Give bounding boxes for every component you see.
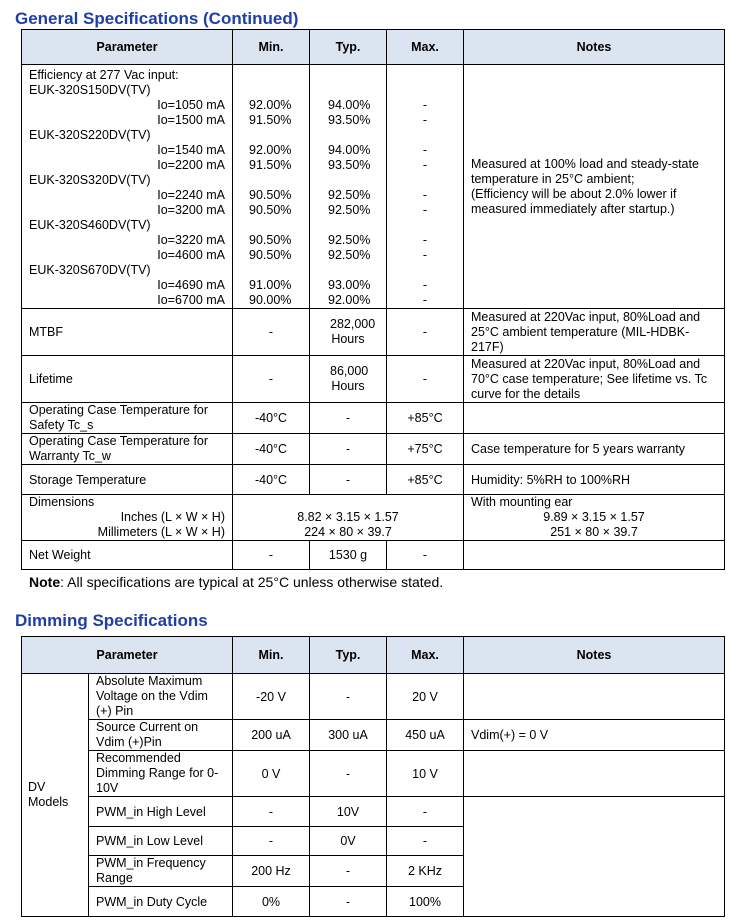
efficiency-max-14: - (422, 293, 428, 307)
dimming-notes-2 (464, 751, 725, 797)
mtbf-notes: Measured at 220Vac input, 80%Load and 25°C ambient temperature (MIL-HDBK-217F) (464, 309, 725, 356)
dimming-max-5: 2 KHz (387, 856, 464, 887)
efficiency-min-11: 90.50% (249, 248, 292, 262)
op-temp-warranty-min: -40°C (233, 434, 310, 465)
dimming-min-1: 200 uA (233, 720, 310, 751)
efficiency-line-8: Io=3200 mA (157, 203, 225, 217)
dimming-header-max: Max. (387, 637, 464, 674)
dimming-header-notes: Notes (464, 637, 725, 674)
dimming-min-0: -20 V (233, 674, 310, 720)
dimming-row-pwm-high (22, 797, 725, 827)
dimensions-notes-mm: 251 × 80 × 39.7 (550, 525, 638, 539)
dimming-typ-2: - (310, 751, 387, 797)
efficiency-min-cell (233, 65, 310, 309)
lifetime-max: - (387, 356, 464, 403)
efficiency-typ-11: 92.50% (328, 248, 371, 262)
header-max: Max. (387, 30, 464, 65)
net-weight-param: Net Weight (22, 541, 233, 570)
dimensions-notes-inches: 9.89 × 3.15 × 1.57 (543, 510, 645, 524)
efficiency-max-cell (387, 65, 464, 309)
op-temp-safety-min: -40°C (233, 403, 310, 434)
op-temp-safety-max: +85°C (387, 403, 464, 434)
efficiency-max-7: - (422, 188, 428, 202)
lifetime-typ: 86,000 Hours (310, 356, 387, 403)
header-min: Min. (233, 30, 310, 65)
efficiency-max-1: - (422, 98, 428, 112)
efficiency-min-5: 91.50% (249, 158, 292, 172)
op-temp-warranty-typ: - (310, 434, 387, 465)
dimensions-row (22, 495, 725, 541)
op-temp-safety-typ: - (310, 403, 387, 434)
dimming-header-row (22, 637, 725, 674)
efficiency-min-10: 90.50% (249, 233, 292, 247)
dimming-header-typ: Typ. (310, 637, 387, 674)
efficiency-line-11: Io=4600 mA (157, 248, 225, 262)
dimensions-mm: 224 × 80 × 39.7 (304, 525, 392, 539)
op-temp-warranty-max: +75°C (387, 434, 464, 465)
dimming-max-0: 20 V (387, 674, 464, 720)
storage-temp-max: +85°C (387, 465, 464, 495)
net-weight-typ: 1530 g (310, 541, 387, 570)
dimming-min-4: - (233, 827, 310, 856)
efficiency-line-10: Io=3220 mA (157, 233, 225, 247)
efficiency-param-cell (22, 65, 233, 309)
efficiency-line-9: EUK-320S460DV(TV) (29, 218, 151, 232)
efficiency-line-3: EUK-320S220DV(TV) (29, 128, 151, 142)
dimming-max-1: 450 uA (387, 720, 464, 751)
op-temp-safety-notes (464, 403, 725, 434)
efficiency-note-1: temperature in 25°C ambient; (471, 171, 635, 186)
mtbf-max: - (387, 309, 464, 356)
dimensions-notes-label: With mounting ear (471, 495, 573, 509)
dimming-notes-1: Vdim(+) = 0 V (464, 720, 725, 751)
efficiency-typ-cell (310, 65, 387, 309)
dimensions-inches-label: Inches (L × W × H) (120, 510, 225, 524)
dimming-group-text: DV Models (28, 780, 69, 809)
efficiency-label: Efficiency at 277 Vac input: (29, 68, 179, 82)
dimensions-param-cell (22, 495, 233, 541)
dimming-max-4: - (387, 827, 464, 856)
efficiency-typ-14: 92.00% (328, 293, 371, 307)
dimming-max-6: 100% (387, 887, 464, 917)
mtbf-min: - (233, 309, 310, 356)
efficiency-line-4: Io=1540 mA (157, 143, 225, 157)
efficiency-min-4: 92.00% (249, 143, 292, 157)
efficiency-typ-5: 93.50% (328, 158, 371, 172)
dimming-header-parameter: Parameter (22, 637, 233, 674)
lifetime-min: - (233, 356, 310, 403)
op-temp-safety-param: Operating Case Temperature for Safety Tc_s (22, 403, 233, 434)
dimming-param-6: PWM_in Duty Cycle (89, 887, 233, 917)
dimming-typ-5: - (310, 856, 387, 887)
efficiency-min-1: 92.00% (249, 98, 292, 112)
dimming-typ-3: 10V (310, 797, 387, 827)
efficiency-line-7: Io=2240 mA (157, 188, 225, 202)
header-typ: Typ. (310, 30, 387, 65)
op-temp-safety-row (22, 403, 725, 434)
efficiency-max-8: - (422, 203, 428, 217)
net-weight-max: - (387, 541, 464, 570)
efficiency-line-5: Io=2200 mA (157, 158, 225, 172)
efficiency-line-2: Io=1500 mA (157, 113, 225, 127)
dimming-param-1: Source Current on Vdim (+)Pin (89, 720, 233, 751)
general-header-row (22, 30, 725, 65)
op-temp-warranty-row (22, 434, 725, 465)
efficiency-min-7: 90.50% (249, 188, 292, 202)
dimming-typ-1: 300 uA (310, 720, 387, 751)
dimensions-notes-cell (464, 495, 725, 541)
efficiency-line-12: EUK-320S670DV(TV) (29, 263, 151, 277)
dimming-row-recommended-range (22, 751, 725, 797)
general-specs-title: General Specifications (Continued) (15, 9, 299, 28)
dimming-typ-6: - (310, 887, 387, 917)
dimming-group-label (22, 674, 89, 917)
efficiency-row (22, 65, 725, 309)
efficiency-max-2: - (422, 113, 428, 127)
efficiency-min-14: 90.00% (249, 293, 292, 307)
dimming-specs-title: Dimming Specifications (15, 611, 208, 630)
efficiency-max-13: - (422, 278, 428, 292)
dimming-typ-0: - (310, 674, 387, 720)
footnote (29, 574, 443, 590)
efficiency-line-0: EUK-320S150DV(TV) (29, 83, 151, 97)
dimensions-values-cell (233, 495, 464, 541)
efficiency-notes-cell (464, 65, 725, 309)
efficiency-typ-8: 92.50% (328, 203, 371, 217)
net-weight-notes (464, 541, 725, 570)
efficiency-min-8: 90.50% (249, 203, 292, 217)
header-parameter: Parameter (22, 30, 233, 65)
dimming-row-source-current (22, 720, 725, 751)
efficiency-typ-2: 93.50% (328, 113, 371, 127)
op-temp-warranty-notes: Case temperature for 5 years warranty (464, 434, 725, 465)
storage-temp-typ: - (310, 465, 387, 495)
lifetime-param: Lifetime (22, 356, 233, 403)
efficiency-max-4: - (422, 143, 428, 157)
lifetime-notes: Measured at 220Vac input, 80%Load and 70°C case temperature; See lifetime vs. Tc curve for the details (464, 356, 725, 403)
storage-temp-row (22, 465, 725, 495)
lifetime-row (22, 356, 725, 403)
efficiency-line-13: Io=4690 mA (157, 278, 225, 292)
dimming-row-abs-max (22, 674, 725, 720)
dimming-param-5: PWM_in Frequency Range (89, 856, 233, 887)
dimensions-inches: 8.82 × 3.15 × 1.57 (297, 510, 399, 524)
efficiency-max-10: - (422, 233, 428, 247)
general-specs-table (21, 29, 725, 570)
dimming-min-6: 0% (233, 887, 310, 917)
net-weight-min: - (233, 541, 310, 570)
dimming-param-0: Absolute Maximum Voltage on the Vdim (+) Pin (89, 674, 233, 720)
mtbf-param: MTBF (22, 309, 233, 356)
storage-temp-param: Storage Temperature (22, 465, 233, 495)
header-notes: Notes (464, 30, 725, 65)
dimensions-mm-label: Millimeters (L × W × H) (97, 525, 225, 539)
efficiency-min-13: 91.00% (249, 278, 292, 292)
efficiency-typ-7: 92.50% (328, 188, 371, 202)
efficiency-typ-4: 94.00% (328, 143, 371, 157)
dimming-param-4: PWM_in Low Level (89, 827, 233, 856)
dimming-notes-0 (464, 674, 725, 720)
op-temp-warranty-param: Operating Case Temperature for Warranty Tc_w (22, 434, 233, 465)
efficiency-typ-13: 93.00% (328, 278, 371, 292)
efficiency-typ-1: 94.00% (328, 98, 371, 112)
dimming-min-3: - (233, 797, 310, 827)
efficiency-typ-10: 92.50% (328, 233, 371, 247)
dimming-notes-merged (464, 797, 725, 917)
dimming-param-2: Recommended Dimming Range for 0-10V (89, 751, 233, 797)
net-weight-row (22, 541, 725, 570)
dimensions-label: Dimensions (29, 495, 95, 509)
storage-temp-notes: Humidity: 5%RH to 100%RH (464, 465, 725, 495)
footnote-text: : All specifications are typical at 25°C unless otherwise stated. (60, 574, 444, 590)
efficiency-max-11: - (422, 248, 428, 262)
dimming-max-3: - (387, 797, 464, 827)
efficiency-min-2: 91.50% (249, 113, 292, 127)
efficiency-line-14: Io=6700 mA (157, 293, 225, 307)
dimming-typ-4: 0V (310, 827, 387, 856)
dimming-min-5: 200 Hz (233, 856, 310, 887)
dimming-header-min: Min. (233, 637, 310, 674)
efficiency-note-3: measured immediately after startup.) (471, 201, 675, 216)
efficiency-line-1: Io=1050 mA (157, 98, 225, 112)
efficiency-note-2: (Efficiency will be about 2.0% lower if (471, 186, 677, 201)
efficiency-max-5: - (422, 158, 428, 172)
efficiency-note-0: Measured at 100% load and steady-state (471, 156, 699, 171)
mtbf-typ: 282,000 Hours (310, 309, 387, 356)
dimming-param-3: PWM_in High Level (89, 797, 233, 827)
dimming-max-2: 10 V (387, 751, 464, 797)
mtbf-row (22, 309, 725, 356)
efficiency-line-6: EUK-320S320DV(TV) (29, 173, 151, 187)
dimming-specs-table (21, 636, 725, 917)
footnote-label: Note (29, 574, 61, 590)
storage-temp-min: -40°C (233, 465, 310, 495)
dimming-min-2: 0 V (233, 751, 310, 797)
